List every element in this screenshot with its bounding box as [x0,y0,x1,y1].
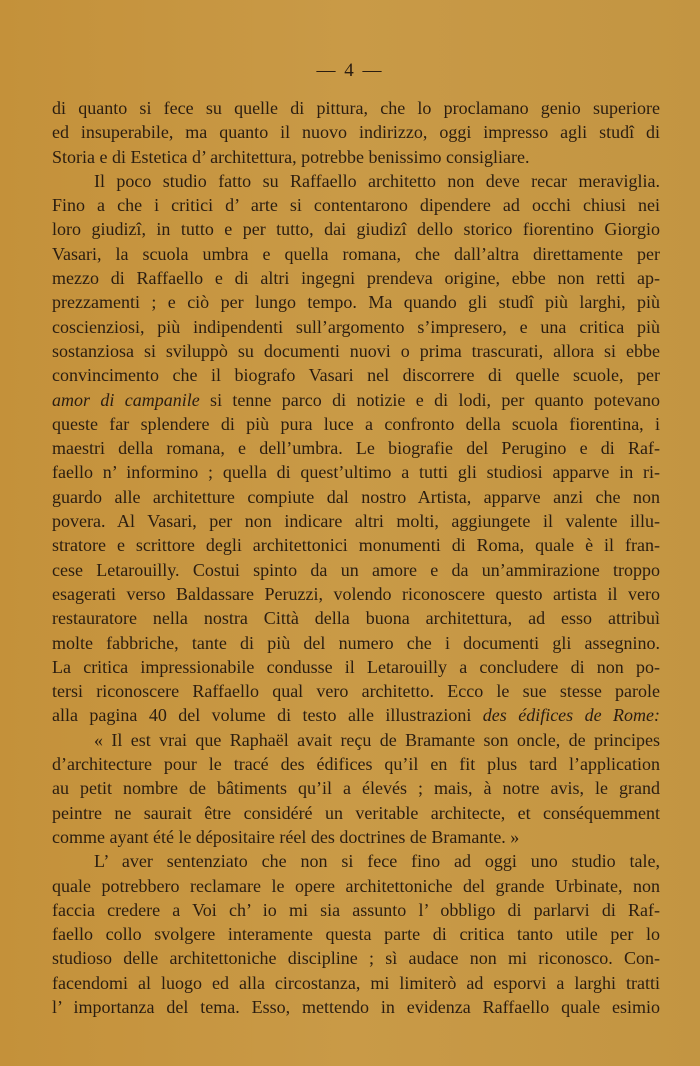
page-number: — 4 — [316,60,384,81]
text-line [52,145,660,169]
text-segment: guardo alle architetture compiute dal nostro Artista, apparve anzi che non [52,486,660,507]
text-line [52,776,660,800]
text-segment: La critica impressionabile condusse il Letarouilly a concludere di non po- [52,656,660,677]
text-segment: facendomi al luogo ed alla circostanza, mi limiterò ad esporvi a larghi tratti [52,972,660,993]
text-segment: queste far splendere di più pura luce a confronto della scuola fiorentina, i [52,413,660,434]
text-segment: restauratore nella nostra Città della buona architettura, ad esso attribuì [52,608,660,629]
text-line [52,703,660,727]
text-line [52,558,660,582]
text-segment: convincimento che il biografo Vasari nel discorrere di quelle scuole, per [52,365,660,386]
text-line [52,266,660,290]
text-line [52,120,660,144]
text-segment: mezzo di Raffaello e di altri ingegni prendeva origine, ebbe non retti ap- [52,268,660,289]
text-line [52,509,660,533]
text-line [52,290,660,314]
text-segment: povera. Al Vasari, per non indicare altri molti, aggiungete il valente illu- [52,511,660,532]
text-line [52,825,660,849]
text-segment: molte fabbriche, tante di più del numero che i documenti gli assegnino. [52,632,660,653]
text-line [52,898,660,922]
text-segment: stratore e scrittore degli architettonici monumenti di Roma, quale è il fran- [52,535,660,556]
italic-text: des édifices de Rome: [482,705,661,726]
text-line [52,193,660,217]
text-line [52,679,660,703]
text-line [52,339,660,363]
text-line [52,388,660,412]
text-line [52,971,660,995]
text-segment: faccia credere a Voi ch’ io mi sia assunto l’ obbligo di parlarvi di Raf- [52,899,660,920]
text-segment: Vasari, la scuola umbra e quella romana, che dall’altra direttamente per [52,243,660,264]
text-segment: comme ayant été le dépositaire réel des doctrines de Bramante. » [52,826,520,847]
italic-text: amor di campanile [52,389,200,410]
text-segment: l’ importanza del tema. Esso, mettendo in evidenza Raffaello quale esimio [52,996,660,1017]
text-line [52,363,660,387]
text-segment: coscienziosi, più indipendenti sull’argomento s’impresero, e una critica più [52,316,660,337]
text-segment: Il poco studio fatto su Raffaello architetto non deve recar meraviglia. [94,170,660,191]
text-line [52,631,660,655]
text-line [52,412,660,436]
text-line [52,922,660,946]
text-line [52,96,660,120]
text-line [52,874,660,898]
text-segment: peintre ne saurait être considéré un veritable architecte, et conséquemment [52,802,660,823]
text-line [52,655,660,679]
text-segment: maestri della romana, e dell’umbra. Le biografie del Perugino e di Raf- [52,438,660,459]
text-line [52,606,660,630]
text-segment: si tenne parco di notizie e di lodi, per quanto potevano [199,389,661,410]
text-segment: Storia e di Estetica d’ architettura, potrebbe benissimo consigliare. [52,146,530,167]
text-line [52,728,660,752]
text-line [52,801,660,825]
text-line [52,849,660,873]
text-segment: faello collo svolgere interamente questa parte di critica tanto utile per lo [52,924,660,945]
text-segment: quale potrebbero reclamare le opere architettoniche del grande Urbinate, non [52,875,660,896]
body-text [52,96,660,1019]
text-segment: alla pagina 40 del volume di testo alle illustrazioni [52,705,483,726]
text-line [52,315,660,339]
text-line [52,946,660,970]
text-line [52,533,660,557]
text-segment: di quanto si fece su quelle di pittura, che lo proclamano genio superiore [52,98,660,118]
text-segment: cese Letarouilly. Costui spinto da un amore e da un’ammirazione troppo [52,559,660,580]
text-segment: esagerati verso Baldassare Peruzzi, volendo riconoscere questo artista il vero [52,583,660,604]
text-segment: d’architecture pour le tracé des édifices qu’il en fit plus tard l’application [52,754,660,775]
text-segment: tersi riconoscere Raffaello qual vero architetto. Ecco le sue stesse parole [52,681,660,702]
text-line [52,995,660,1019]
text-segment: ed insuperabile, ma quanto il nuovo indirizzo, oggi impresso agli studî di [52,122,660,143]
text-line [52,436,660,460]
text-segment: faello n’ informino ; quella di quest’ultimo a tutti gli studiosi apparve in ri- [52,462,660,483]
text-segment: Fino a che i critici d’ arte si contentarono dipendere ad occhi chiusi nei [52,195,660,216]
text-line [52,752,660,776]
text-line [52,485,660,509]
text-segment: « Il est vrai que Raphaël avait reçu de Bramante son oncle, de principes [94,729,660,750]
text-segment: sostanziosa si sviluppò su documenti nuovi o prima trascurati, allora si ebbe [52,340,660,361]
text-line [52,582,660,606]
text-segment: au petit nombre de bâtiments qu’il a élevés ; mais, à notre avis, le grand [52,778,660,799]
text-segment: loro giudizî, in tutto e per tutto, dai giudizî dello storico fiorentino Giorgio [52,219,660,240]
text-segment: L’ aver sentenziato che non si fece fino ad oggi uno studio tale, [94,851,660,872]
text-segment: prezzamenti ; e ciò per lungo tempo. Ma quando gli studî più larghi, più [52,292,660,313]
text-line [52,217,660,241]
text-line [52,460,660,484]
text-line [52,242,660,266]
text-segment: studioso delle architettoniche discipline ; sì audace non mi riconosco. Con- [52,948,660,969]
text-line [52,169,660,193]
